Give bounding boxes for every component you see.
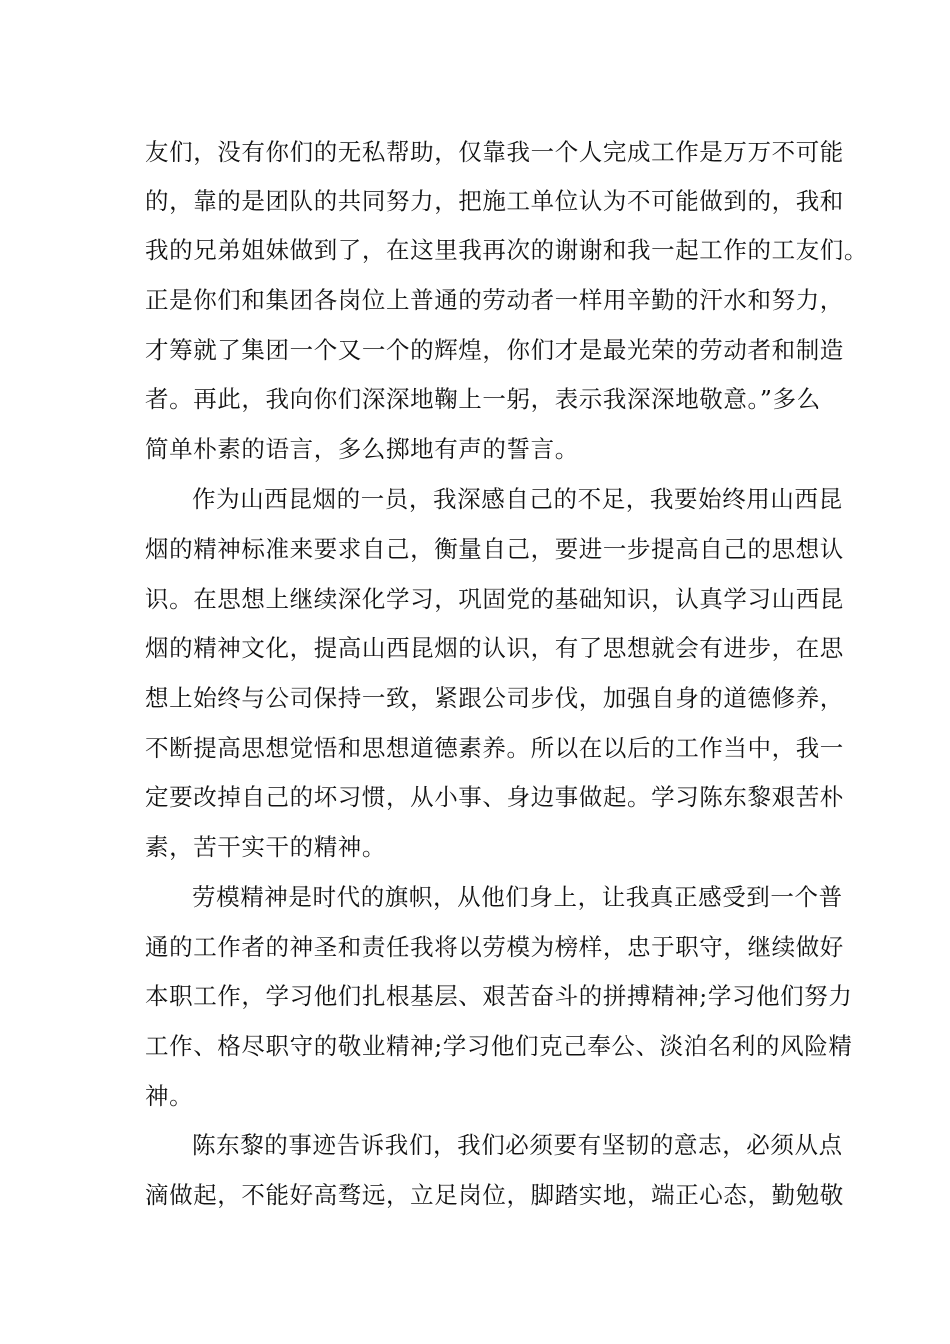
text-line: 识。在思想上继续深化学习，巩固党的基础知识，认真学习山西昆 <box>145 585 844 613</box>
text-line: 者。再此，我向你们深深地鞠上一躬，表示我深深地敬意。”多么 <box>145 385 821 413</box>
text-line: 素，苦干实干的精神。 <box>145 833 386 861</box>
text-line: 滴做起，不能好高骛远，立足岗位，脚踏实地，端正心态，勤勉敬 <box>145 1181 844 1209</box>
text-line: 烟的精神标准来要求自己，衡量自己，要进一步提高自己的思想认 <box>145 535 844 563</box>
text-line: 友们，没有你们的无私帮助，仅靠我一个人完成工作是万万不可能 <box>145 138 844 166</box>
text-line: 才筹就了集团一个又一个的辉煌，你们才是最光荣的劳动者和制造 <box>145 336 844 364</box>
text-line: 我的兄弟姐妹做到了，在这里我再次的谢谢和我一起工作的工友们。 <box>145 236 868 264</box>
text-line: 不断提高思想觉悟和思想道德素养。所以在以后的工作当中，我一 <box>145 734 844 762</box>
text-line: 烟的精神文化，提高山西昆烟的认识，有了思想就会有进步，在思 <box>145 634 844 662</box>
paragraph-first-line: 陈东黎的事迹告诉我们，我们必须要有坚韧的意志，必须从点 <box>192 1131 843 1159</box>
paragraph-first-line: 作为山西昆烟的一员，我深感自己的不足，我要始终用山西昆 <box>192 485 843 513</box>
text-line: 简单朴素的语言，多么掷地有声的誓言。 <box>145 435 579 463</box>
text-line: 通的工作者的神圣和责任我将以劳模为榜样，忠于职守，继续做好 <box>145 933 844 961</box>
text-line: 工作、格尽职守的敬业精神;学习他们克己奉公、淡泊名利的风险精 <box>145 1032 853 1060</box>
text-line: 本职工作，学习他们扎根基层、艰苦奋斗的拼搏精神;学习他们努力 <box>145 982 853 1010</box>
text-line: 神。 <box>145 1082 194 1110</box>
paragraph-first-line: 劳模精神是时代的旗帜，从他们身上，让我真正感受到一个普 <box>192 883 843 911</box>
text-line: 正是你们和集团各岗位上普通的劳动者一样用辛勤的汗水和努力， <box>145 286 844 314</box>
text-line: 定要改掉自己的坏习惯，从小事、身边事做起。学习陈东黎艰苦朴 <box>145 783 844 811</box>
text-line: 的，靠的是团队的共同努力，把施工单位认为不可能做到的，我和 <box>145 187 844 215</box>
text-line: 想上始终与公司保持一致，紧跟公司步伐，加强自身的道德修养， <box>145 684 844 712</box>
